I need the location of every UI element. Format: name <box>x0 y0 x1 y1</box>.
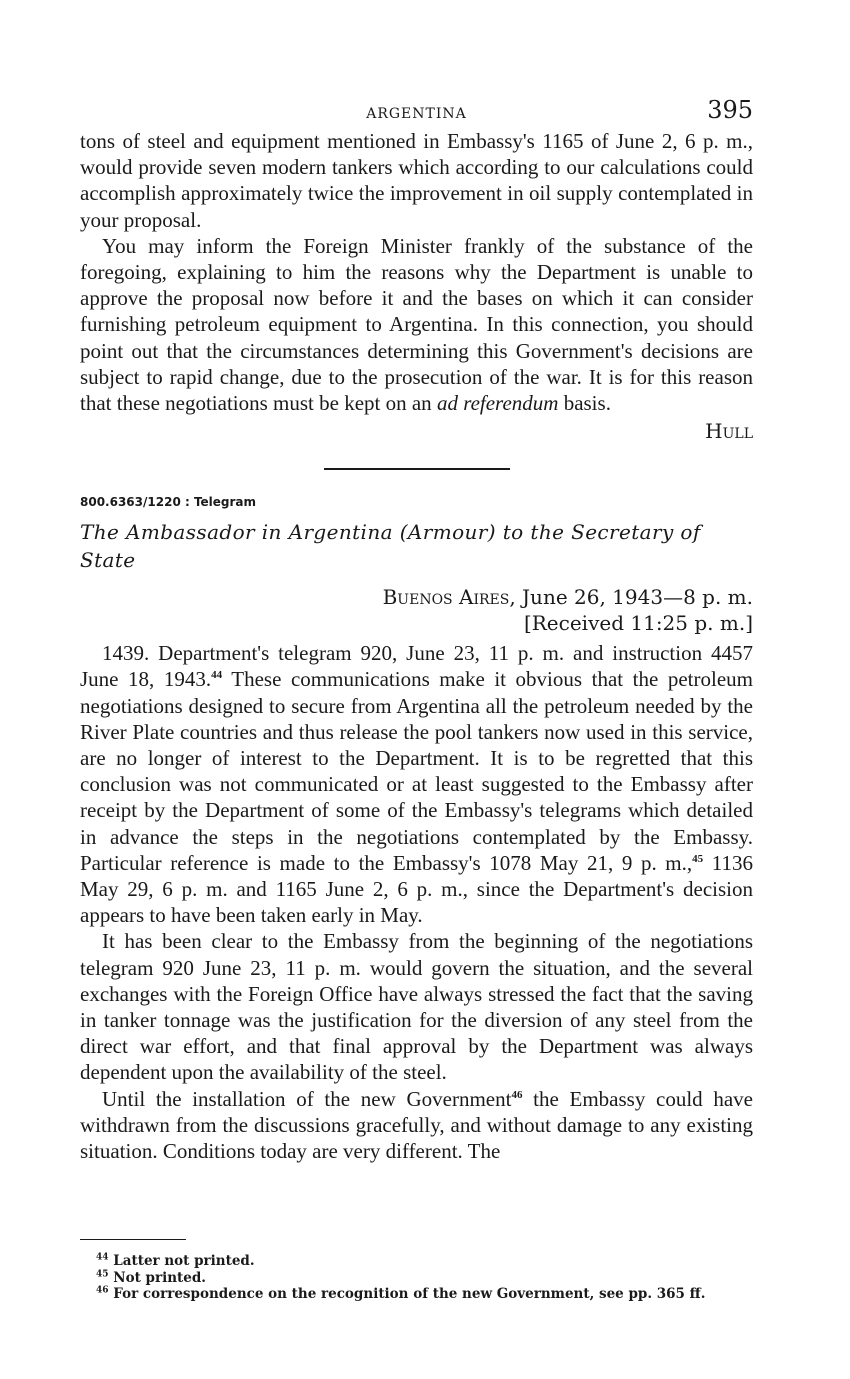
page-content <box>80 96 753 1164</box>
running-head: ARGENTINA <box>366 106 467 122</box>
footnote-44: $^{44}$ Latter not printed. <box>96 1252 255 1269</box>
prev-paragraph-2: You may inform the Foreign Minister frankly of the substance of the foregoing, explaining to him the reasons why the Department is unable to approve the proposal now before it and the bases on which it can consider furnishing petroleum equipment to Argentina. In this connection, you should point out that the circumstances determining this Government's decisions are subject to rapid change, due to the prosecution of the war. It is for this reason that these negotiations must be kept on an ad referendum basis. <box>80 233 753 416</box>
footnote-ref-44: 44 <box>211 669 223 682</box>
footnote-ref-45: 45 <box>692 852 704 865</box>
document-title: The Ambassador in Argentina (Armour) to the Secretary of State <box>80 520 701 573</box>
footnotes <box>96 1253 756 1303</box>
section-divider <box>324 468 510 470</box>
prev-paragraph-1: tons of steel and equipment mentioned in Embassy's 1165 of June 2, 6 p. m., would provide seven modern tankers which according to our calculations could accomplish approximately twice the improvement in oil supply contemplated in your proposal. <box>80 129 753 232</box>
received-line: [Received 11:25 p. m.] <box>523 611 753 636</box>
italic-phrase: ad referendum <box>436 391 559 416</box>
footnote-46: $^{46}$ For correspondence on the recognition of the new Government, see pp. 365 ff. <box>96 1285 706 1302</box>
ambassador-name: Armour <box>407 520 488 545</box>
body-paragraph-3: Until the installation of the new Government$^{46}$ the Embassy could have withdrawn from the discussions gracefully, and without damage to any existing situation. Conditions today are very different. The <box>80 1086 754 1164</box>
dateline <box>80 584 753 610</box>
page-header <box>80 96 753 128</box>
file-number: 800.6363/1220 : Telegram <box>80 495 257 510</box>
body-paragraph-1: 1439. Department's telegram 920, June 23, 11 p. m. and instruction 4457 June 18, 1943.44 These communications make it obvious that the petroleum negotiations designed to secure from Argentina all the petroleum needed by the River Plate countries and thus release the pool tankers now used in this service, are no longer of interest to the Department. It is to be regretted that this conclusion was not communicated or at least suggested to the Embassy after receipt by the Department of some of the Embassy's telegrams which detailed in advance the steps in the negotiations contemplated by the Embassy. Particular reference is made to the Embassy's 1078 May 21, 9 p. m.,$^{45}$ 1136 May 29, 6 p. m. and 1165 June 2, 6 p. m., since the Department's decision appears to have been taken early in May. <box>80 641 753 928</box>
body-paragraph-2: It has been clear to the Embassy from the beginning of the negotiations telegram 920 June 23, 11 p. m. would govern the situation, and the several exchanges with the Foreign Office have always stressed the fact that the saving in tanker tonnage was the justification for the diversion of any steel from the direct war effort, and that final approval by the Department was always dependent upon the availability of the steel. <box>80 929 753 1085</box>
footnote-rule <box>80 1239 186 1240</box>
signature: Hull <box>705 419 753 444</box>
dateline-place: Buenos Aires <box>382 585 510 610</box>
page-number: 395 <box>707 96 753 124</box>
footnote-ref-46: 46 <box>511 1088 523 1101</box>
footnote-45: $^{45}$ Not printed. <box>96 1269 206 1286</box>
dateline-date: , June 26, 1943—8 p. m. <box>509 585 753 610</box>
